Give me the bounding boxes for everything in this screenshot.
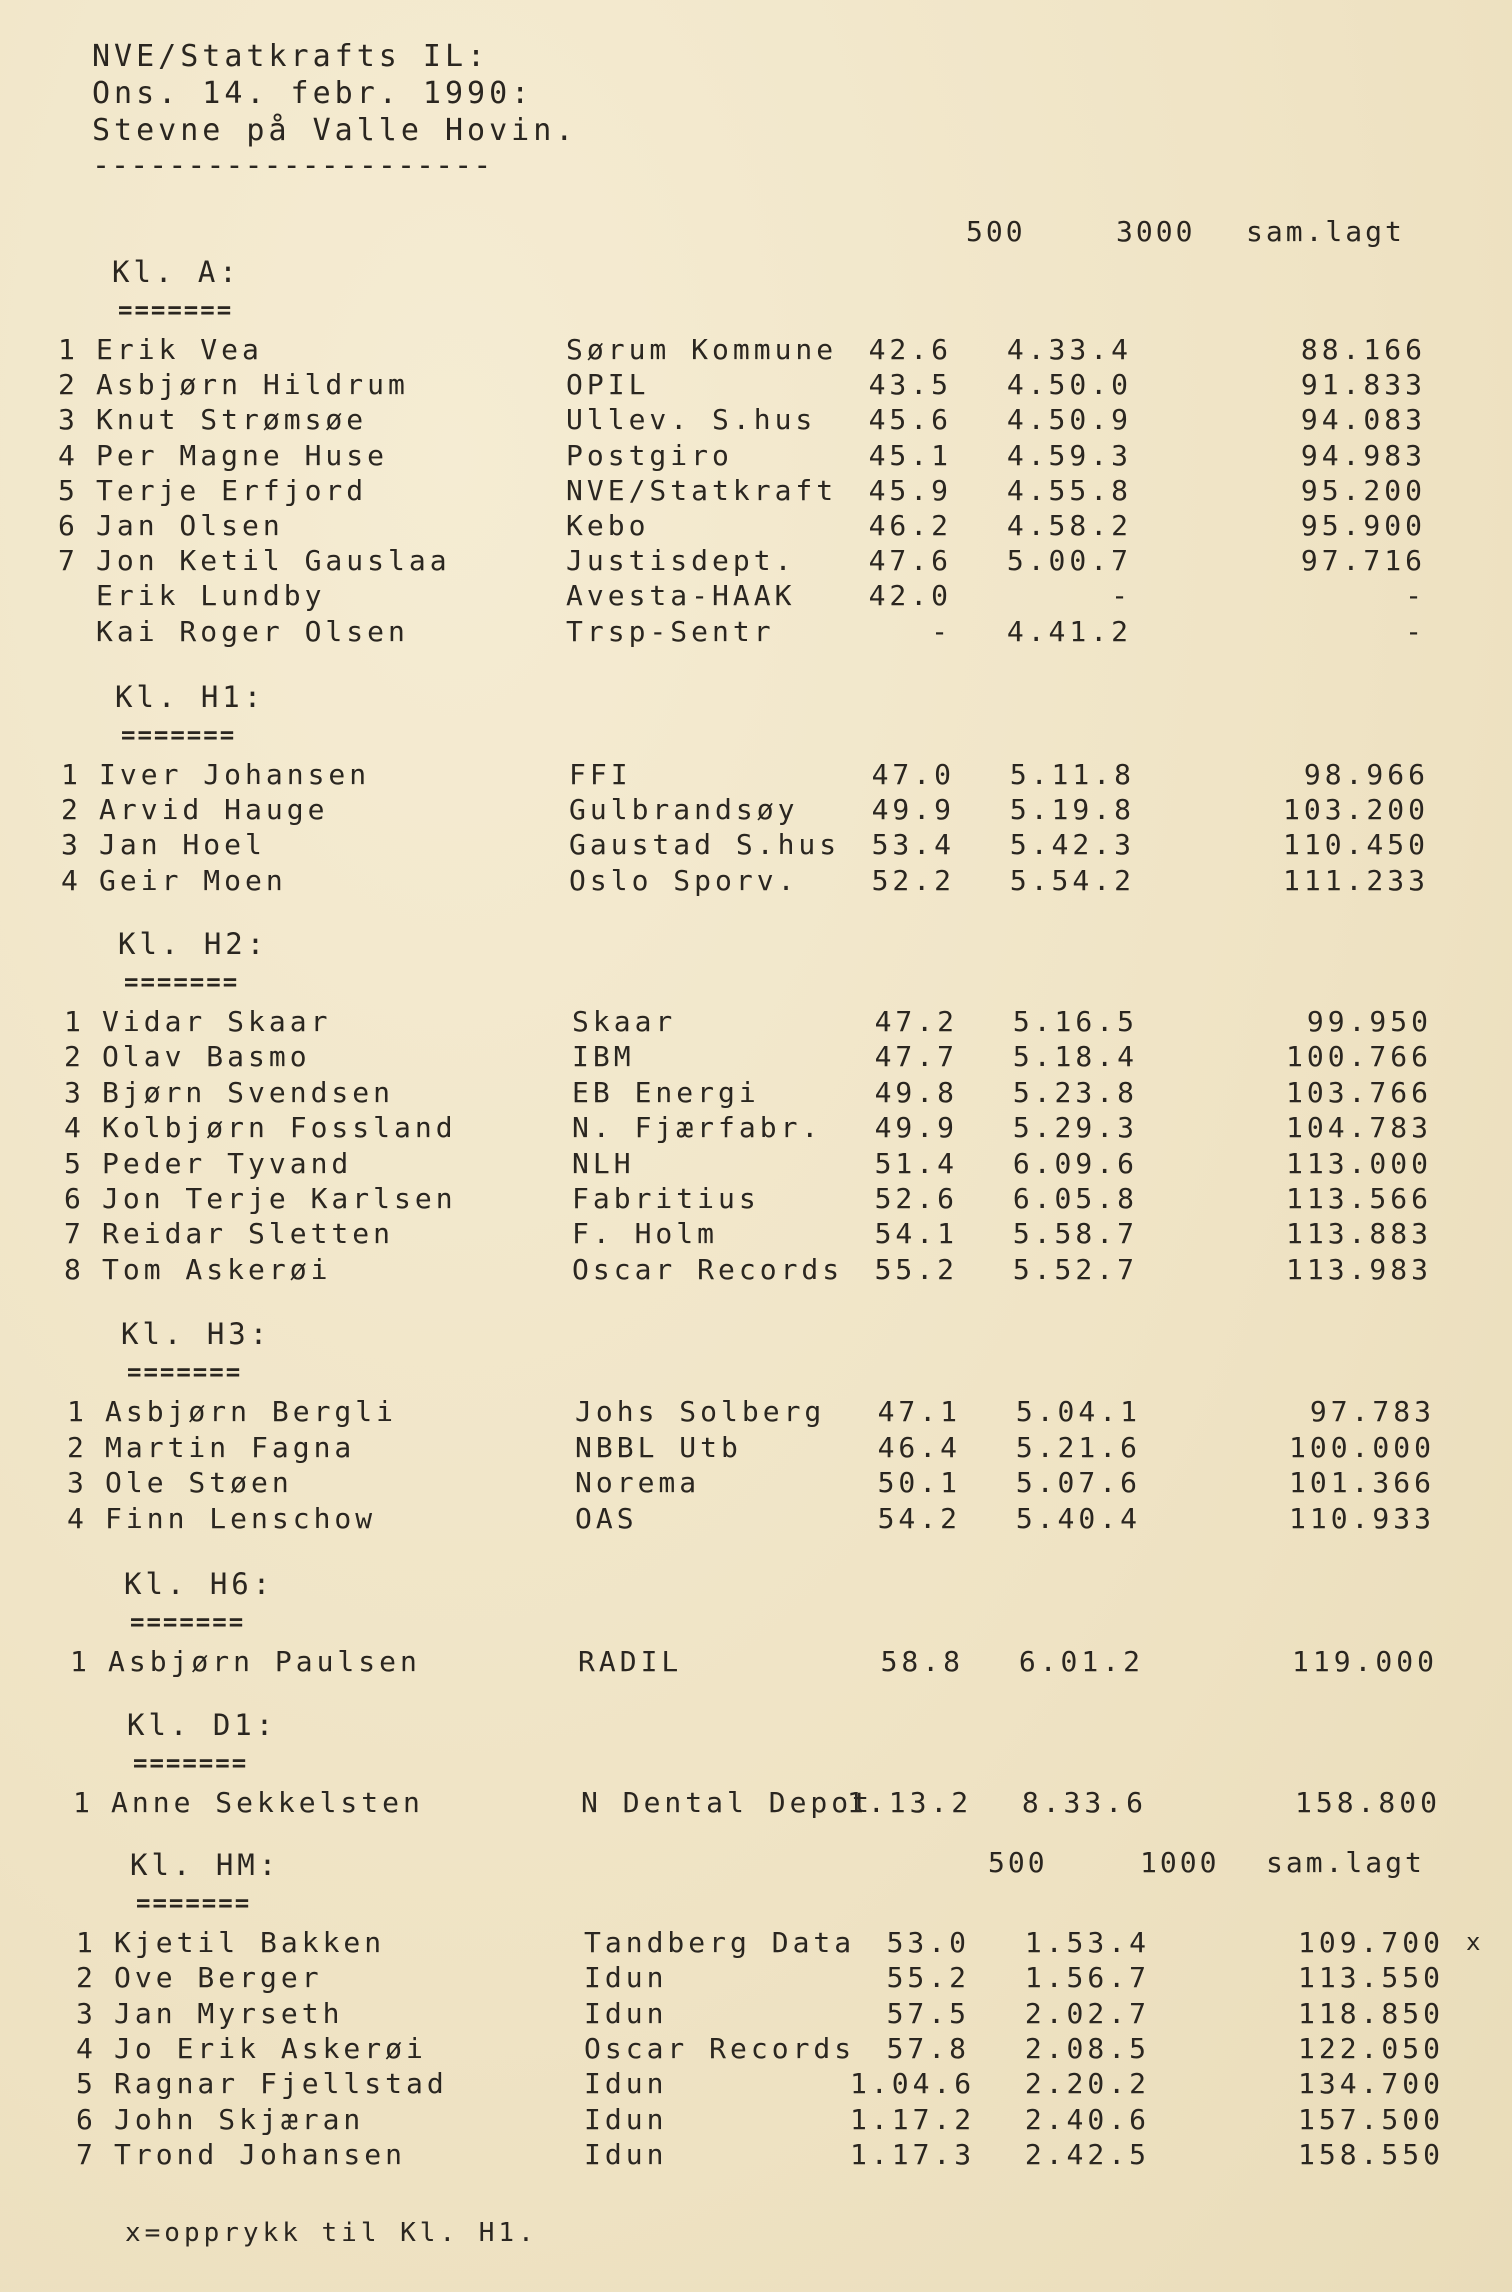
result-place: 8: [64, 1252, 85, 1286]
result-row: [0, 758, 1512, 793]
time-first-distance: 54.2: [877, 1501, 961, 1535]
class-heading-underline: =======: [136, 1889, 252, 1917]
time-second-distance: 4.55.8: [1006, 473, 1132, 507]
result-row: [0, 2067, 1512, 2102]
total-points: 109.700: [1297, 1926, 1444, 1959]
athlete-name: Tom Askerøi: [102, 1252, 332, 1286]
result-row: [0, 1147, 1512, 1182]
athlete-name: Anne Sekkelsten: [111, 1786, 424, 1819]
total-points: 110.450: [1282, 828, 1429, 862]
col-header-500: 500: [988, 1846, 1048, 1879]
result-row: [0, 1786, 1512, 1821]
result-row: [0, 509, 1512, 544]
result-row: [0, 1005, 1512, 1040]
athlete-name: Ole Støen: [105, 1466, 293, 1500]
time-second-distance: 2.08.5: [1024, 2031, 1150, 2065]
class-heading-underline: =======: [121, 721, 237, 749]
club-name: Trsp-Sentr: [566, 614, 775, 648]
result-row: [0, 1961, 1512, 1996]
result-place: 2: [64, 1040, 85, 1074]
result-place: 3: [64, 1075, 85, 1109]
time-second-distance: 5.11.8: [1009, 758, 1135, 791]
total-points: 157.500: [1297, 2102, 1444, 2136]
time-second-distance: 5.40.4: [1015, 1501, 1141, 1535]
total-points: 91.833: [1300, 368, 1426, 402]
result-row: [0, 615, 1512, 650]
total-points: 111.233: [1282, 863, 1429, 897]
club-name: Gulbrandsøy: [569, 793, 799, 827]
total-points: 98.966: [1303, 758, 1429, 791]
club-name: F. Holm: [572, 1217, 719, 1251]
athlete-name: Iver Johansen: [99, 758, 371, 791]
club-name: Oscar Records: [584, 2031, 856, 2065]
total-points: 103.766: [1285, 1075, 1432, 1109]
result-place: 1: [58, 333, 79, 366]
time-second-distance: 5.16.5: [1012, 1005, 1138, 1038]
total-points: 100.000: [1288, 1430, 1435, 1464]
result-row: [0, 544, 1512, 579]
col-header-500: 500: [966, 215, 1026, 248]
total-points: 97.783: [1309, 1395, 1435, 1428]
club-name: Kebo: [566, 509, 650, 542]
result-row: [0, 864, 1512, 899]
athlete-name: Olav Basmo: [102, 1040, 311, 1074]
class-heading: Kl. HM:: [130, 1848, 281, 1882]
athlete-name: Finn Lenschow: [105, 1501, 377, 1535]
club-name: Idun: [584, 1996, 668, 2030]
club-name: Avesta-HAAK: [566, 579, 796, 613]
time-second-distance: 6.05.8: [1012, 1182, 1138, 1215]
result-place: 3: [67, 1466, 88, 1500]
total-points: 99.950: [1306, 1005, 1432, 1038]
promotion-mark: x: [1466, 1928, 1485, 1956]
time-second-distance: 5.00.7: [1006, 544, 1132, 578]
time-second-distance: 5.21.6: [1015, 1430, 1141, 1464]
athlete-name: Geir Moen: [99, 863, 287, 897]
total-points: 119.000: [1291, 1645, 1438, 1678]
col-header-total: sam.lagt: [1266, 1846, 1425, 1879]
club-name: NVE/Statkraft: [566, 473, 838, 507]
result-row: [0, 579, 1512, 614]
result-place: 1: [73, 1786, 94, 1819]
athlete-name: Reidar Sletten: [102, 1217, 395, 1251]
time-first-distance: -: [931, 614, 952, 648]
result-row: [0, 2138, 1512, 2173]
result-place: 4: [58, 438, 79, 472]
result-place: 4: [64, 1111, 85, 1145]
club-name: Postgiro: [566, 438, 733, 472]
result-row: [0, 1502, 1512, 1537]
time-second-distance: 4.41.2: [1006, 614, 1132, 648]
total-points: 94.083: [1300, 403, 1426, 437]
class-heading-underline: =======: [124, 968, 240, 996]
event-date: Ons. 14. febr. 1990:: [92, 76, 534, 111]
athlete-name: Trond Johansen: [114, 2137, 407, 2171]
result-place: 4: [76, 2031, 97, 2065]
result-place: 5: [58, 473, 79, 507]
event-venue: Stevne på Valle Hovin.: [92, 113, 578, 148]
result-row: [0, 1926, 1512, 1961]
class-heading-underline: =======: [118, 296, 234, 324]
class-heading: Kl. H2:: [118, 927, 269, 961]
result-place: 1: [64, 1005, 85, 1038]
club-name: Idun: [584, 2067, 668, 2101]
col-header-total: sam.lagt: [1246, 215, 1405, 248]
result-row: [0, 1997, 1512, 2032]
total-points: 113.566: [1285, 1182, 1432, 1215]
time-second-distance: 2.42.5: [1024, 2137, 1150, 2171]
athlete-name: Bjørn Svendsen: [102, 1075, 395, 1109]
class-heading-underline: =======: [130, 1608, 246, 1636]
total-points: 95.900: [1300, 509, 1426, 542]
class-heading: Kl. D1:: [127, 1708, 278, 1742]
total-points: 103.200: [1282, 793, 1429, 827]
result-row: [0, 1645, 1512, 1680]
class-heading: Kl. H1:: [115, 680, 266, 714]
class-heading: Kl. H6:: [124, 1567, 275, 1601]
time-second-distance: 6.09.6: [1012, 1146, 1138, 1180]
time-second-distance: 5.18.4: [1012, 1040, 1138, 1074]
total-points: 101.366: [1288, 1466, 1435, 1500]
result-row: [0, 333, 1512, 368]
result-place: 5: [76, 2067, 97, 2101]
time-second-distance: 5.29.3: [1012, 1111, 1138, 1145]
total-points: 94.983: [1300, 438, 1426, 472]
time-first-distance: 49.9: [874, 1111, 958, 1145]
total-points: 122.050: [1297, 2031, 1444, 2065]
club-name: RADIL: [578, 1645, 683, 1678]
club-name: NBBL Utb: [575, 1430, 742, 1464]
total-points: 158.800: [1294, 1786, 1441, 1819]
time-first-distance: 46.4: [877, 1430, 961, 1464]
athlete-name: Jon Terje Karlsen: [102, 1182, 457, 1215]
result-place: 1: [61, 758, 82, 791]
result-row: [0, 474, 1512, 509]
footnote: x=opprykk til Kl. H1.: [125, 2218, 538, 2248]
athlete-name: Knut Strømsøe: [96, 403, 368, 437]
club-name: FFI: [569, 758, 632, 791]
total-points: 118.850: [1297, 1996, 1444, 2030]
athlete-name: John Skjæran: [114, 2102, 365, 2136]
result-place: 4: [61, 863, 82, 897]
result-place: 3: [76, 1996, 97, 2030]
result-row: [0, 2103, 1512, 2138]
club-name: Justisdept.: [566, 544, 796, 578]
athlete-name: Jan Hoel: [99, 828, 266, 862]
result-place: 3: [61, 828, 82, 862]
time-second-distance: 2.20.2: [1024, 2067, 1150, 2101]
result-row: [0, 1431, 1512, 1466]
club-name: Ullev. S.hus: [566, 403, 817, 437]
club-name: Oscar Records: [572, 1252, 844, 1286]
result-place: 2: [67, 1430, 88, 1464]
athlete-name: Erik Lundby: [96, 579, 326, 613]
result-row: [0, 368, 1512, 403]
time-first-distance: 49.9: [871, 793, 955, 827]
result-row: [0, 1217, 1512, 1252]
athlete-name: Asbjørn Paulsen: [108, 1645, 421, 1678]
total-points: 113.883: [1285, 1217, 1432, 1251]
time-second-distance: 5.07.6: [1015, 1466, 1141, 1500]
club-name: N Dental Depot: [581, 1786, 874, 1819]
total-points: 113.000: [1285, 1146, 1432, 1180]
result-place: 2: [61, 793, 82, 827]
club-name: EB Energi: [572, 1075, 760, 1109]
result-row: [0, 1040, 1512, 1075]
athlete-name: Vidar Skaar: [102, 1005, 332, 1038]
time-first-distance: 52.6: [874, 1182, 958, 1215]
result-place: 7: [58, 544, 79, 578]
class-heading-underline: =======: [133, 1749, 249, 1777]
document-header: [92, 38, 577, 149]
result-row: [0, 1076, 1512, 1111]
time-second-distance: 4.59.3: [1006, 438, 1132, 472]
time-first-distance: 42.6: [868, 333, 952, 366]
total-points: 104.783: [1285, 1111, 1432, 1145]
club-name: OPIL: [566, 368, 650, 402]
result-row: [0, 1466, 1512, 1501]
result-place: 6: [64, 1182, 85, 1215]
athlete-name: Jan Olsen: [96, 509, 284, 542]
result-row: [0, 1253, 1512, 1288]
time-first-distance: 45.6: [868, 403, 952, 437]
header-rule: ---------------------: [92, 148, 493, 183]
club-name: N. Fjærfabr.: [572, 1111, 823, 1145]
col-header-3000: 3000: [1116, 215, 1196, 248]
result-place: 1: [67, 1395, 88, 1428]
time-second-distance: 1.53.4: [1024, 1926, 1150, 1959]
time-second-distance: 4.50.9: [1006, 403, 1132, 437]
time-first-distance: 1.17.3: [850, 2137, 976, 2171]
time-second-distance: 4.33.4: [1006, 333, 1132, 366]
time-first-distance: 55.2: [874, 1252, 958, 1286]
time-second-distance: 5.19.8: [1009, 793, 1135, 827]
total-points: 100.766: [1285, 1040, 1432, 1074]
athlete-name: Jan Myrseth: [114, 1996, 344, 2030]
time-first-distance: 58.8: [880, 1645, 964, 1678]
result-row: [0, 439, 1512, 474]
result-place: 5: [64, 1146, 85, 1180]
athlete-name: Asbjørn Bergli: [105, 1395, 398, 1428]
result-place: 1: [76, 1926, 97, 1959]
club-name: Idun: [584, 1961, 668, 1995]
athlete-name: Peder Tyvand: [102, 1146, 353, 1180]
athlete-name: Ragnar Fjellstad: [114, 2067, 448, 2101]
club-name: Tandberg Data: [584, 1926, 856, 1959]
total-points: 110.933: [1288, 1501, 1435, 1535]
total-points: 134.700: [1297, 2067, 1444, 2101]
total-points: -: [1405, 614, 1426, 648]
time-first-distance: 1.13.2: [847, 1786, 973, 1819]
time-second-distance: 5.58.7: [1012, 1217, 1138, 1251]
result-row: [0, 1111, 1512, 1146]
result-place: 1: [70, 1645, 91, 1678]
result-place: 2: [76, 1961, 97, 1995]
club-name: Fabritius: [572, 1182, 760, 1215]
athlete-name: Kai Roger Olsen: [96, 614, 409, 648]
time-first-distance: 45.1: [868, 438, 952, 472]
total-points: -: [1405, 579, 1426, 613]
club-name: Idun: [584, 2102, 668, 2136]
athlete-name: Kolbjørn Fossland: [102, 1111, 457, 1145]
time-second-distance: 6.01.2: [1018, 1645, 1144, 1678]
club-name: Idun: [584, 2137, 668, 2171]
time-first-distance: 52.2: [871, 863, 955, 897]
result-row: [0, 2032, 1512, 2067]
time-second-distance: 5.42.3: [1009, 828, 1135, 862]
club-name: Sørum Kommune: [566, 333, 838, 366]
athlete-name: Asbjørn Hildrum: [96, 368, 409, 402]
result-place: 7: [64, 1217, 85, 1251]
athlete-name: Terje Erfjord: [96, 473, 368, 507]
club-name: OAS: [575, 1501, 638, 1535]
club-name: Skaar: [572, 1005, 677, 1038]
time-first-distance: 57.8: [886, 2031, 970, 2065]
result-row: [0, 793, 1512, 828]
athlete-name: Per Magne Huse: [96, 438, 389, 472]
time-first-distance: 49.8: [874, 1075, 958, 1109]
club-name: Oslo Sporv.: [569, 863, 799, 897]
time-first-distance: 57.5: [886, 1996, 970, 2030]
result-row: [0, 403, 1512, 438]
club-name: Johs Solberg: [575, 1395, 826, 1428]
result-place: 2: [58, 368, 79, 402]
athlete-name: Kjetil Bakken: [114, 1926, 386, 1959]
time-second-distance: 2.40.6: [1024, 2102, 1150, 2136]
time-second-distance: 5.23.8: [1012, 1075, 1138, 1109]
time-first-distance: 53.4: [871, 828, 955, 862]
club-name: NLH: [572, 1146, 635, 1180]
total-points: 88.166: [1300, 333, 1426, 366]
total-points: 95.200: [1300, 473, 1426, 507]
time-first-distance: 46.2: [868, 509, 952, 542]
time-second-distance: 8.33.6: [1021, 1786, 1147, 1819]
time-second-distance: 4.58.2: [1006, 509, 1132, 542]
col-header-1000: 1000: [1140, 1846, 1220, 1879]
class-heading: Kl. A:: [112, 255, 241, 289]
athlete-name: Ove Berger: [114, 1961, 323, 1995]
total-points: 113.550: [1297, 1961, 1444, 1995]
result-place: 7: [76, 2137, 97, 2171]
result-row: [0, 1182, 1512, 1217]
time-first-distance: 1.17.2: [850, 2102, 976, 2136]
athlete-name: Jon Ketil Gauslaa: [96, 544, 451, 578]
time-first-distance: 47.0: [871, 758, 955, 791]
total-points: 113.983: [1285, 1252, 1432, 1286]
time-second-distance: 2.02.7: [1024, 1996, 1150, 2030]
total-points: 158.550: [1297, 2137, 1444, 2171]
result-place: 6: [58, 509, 79, 542]
time-first-distance: 42.0: [868, 579, 952, 613]
time-second-distance: 5.54.2: [1009, 863, 1135, 897]
total-points: 97.716: [1300, 544, 1426, 578]
club-name: Gaustad S.hus: [569, 828, 841, 862]
result-place: 4: [67, 1501, 88, 1535]
time-second-distance: 5.52.7: [1012, 1252, 1138, 1286]
time-first-distance: 1.04.6: [850, 2067, 976, 2101]
time-first-distance: 47.6: [868, 544, 952, 578]
club-title: NVE/Statkrafts IL:: [92, 39, 490, 74]
class-heading: Kl. H3:: [121, 1317, 272, 1351]
time-second-distance: 5.04.1: [1015, 1395, 1141, 1428]
time-first-distance: 55.2: [886, 1961, 970, 1995]
club-name: Norema: [575, 1466, 701, 1500]
result-row: [0, 1395, 1512, 1430]
club-name: IBM: [572, 1040, 635, 1074]
time-first-distance: 47.1: [877, 1395, 961, 1428]
time-first-distance: 54.1: [874, 1217, 958, 1251]
time-second-distance: 1.56.7: [1024, 1961, 1150, 1995]
time-first-distance: 53.0: [886, 1926, 970, 1959]
time-first-distance: 47.7: [874, 1040, 958, 1074]
athlete-name: Arvid Hauge: [99, 793, 329, 827]
athlete-name: Martin Fagna: [105, 1430, 356, 1464]
time-second-distance: 4.50.0: [1006, 368, 1132, 402]
time-first-distance: 47.2: [874, 1005, 958, 1038]
result-row: [0, 828, 1512, 863]
result-place: 3: [58, 403, 79, 437]
athlete-name: Erik Vea: [96, 333, 263, 366]
time-first-distance: 51.4: [874, 1146, 958, 1180]
class-heading-underline: =======: [127, 1358, 243, 1386]
result-place: 6: [76, 2102, 97, 2136]
time-first-distance: 43.5: [868, 368, 952, 402]
athlete-name: Jo Erik Askerøi: [114, 2031, 427, 2065]
time-second-distance: -: [1111, 579, 1132, 613]
time-first-distance: 50.1: [877, 1466, 961, 1500]
time-first-distance: 45.9: [868, 473, 952, 507]
